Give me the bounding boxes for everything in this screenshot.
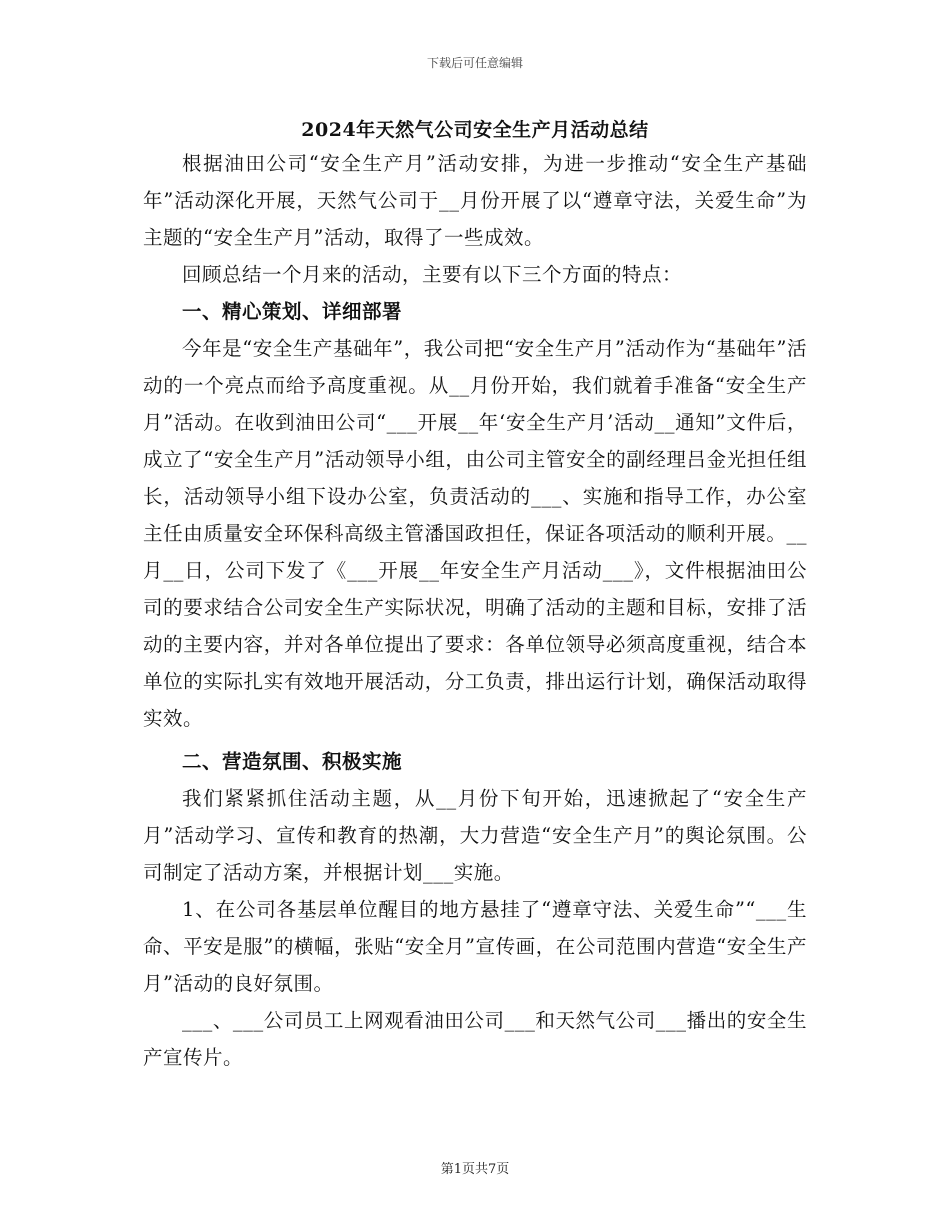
intro-paragraph: 回顾总结一个月来的活动，主要有以下三个方面的特点： [182,263,683,286]
section-heading-2: 二、营造氛围、积极实施 [182,750,403,773]
intro-paragraph: 根据油田公司“安全生产月”活动安排，为进一步推动“安全生产基础年”活动深化开展，天然气公司于__月份开展了以“遵章守法，关爱生命”为主题的“安全生产月”活动，取得了一些成效。 [143,152,807,249]
section1-paragraph: 今年是“安全生产基础年”，我公司把“安全生产月”活动作为“基础年”活动的一个亮点而给予高度重视。从__月份开始，我们就着手准备“安全生产月”活动。在收到油田公司“___开展__年‘安全生产月’活动__通知”文件后，成立了“安全生产月”活动领导小组，由公司主管安全的副经理吕金光担任组长，活动领导小组下设办公室，负责活动的___、实施和指导工作，办公室主任由质量安全环保科高级主管潘国政担任，保证各项活动的顺利开展。__月__日，公司下发了《___开展__年安全生产月活动___》，文件根据油田公司的要求结合公司安全生产实际状况，明确了活动的主题和目标，安排了活动的主要内容，并对各单位提出了要求：各单位领导必须高度重视，结合本单位的实际扎实有效地开展活动，分工负责，排出运行计划，确保活动取得实效。 [143,337,807,730]
page-header-note: 下载后可任意编辑 [426,56,523,70]
page-number: 第1页共7页 [440,1162,510,1177]
document-title: 2024年天然气公司安全生产月活动总结 [301,119,649,141]
section2-paragraph: 我们紧紧抓住活动主题，从__月份下旬开始，迅速掀起了“安全生产月”活动学习、宣传和教育的热潮，大力营造“安全生产月”的舆论氛围。公司制定了活动方案，并根据计划___实施。 [143,787,807,884]
document-body [143,145,807,1076]
section-heading-1: 一、精心策划、详细部署 [182,300,403,323]
section2-paragraph: 1、在公司各基层单位醒目的地方悬挂了“遵章守法、关爱生命”“___生命、平安是服”的横幅，张贴“安全月”宣传画，在公司范围内营造“安全生产月”活动的良好氛围。 [143,898,807,995]
section2-paragraph: ___、___公司员工上网观看油田公司___和天然气公司___播出的安全生产宣传片。 [143,1009,807,1069]
